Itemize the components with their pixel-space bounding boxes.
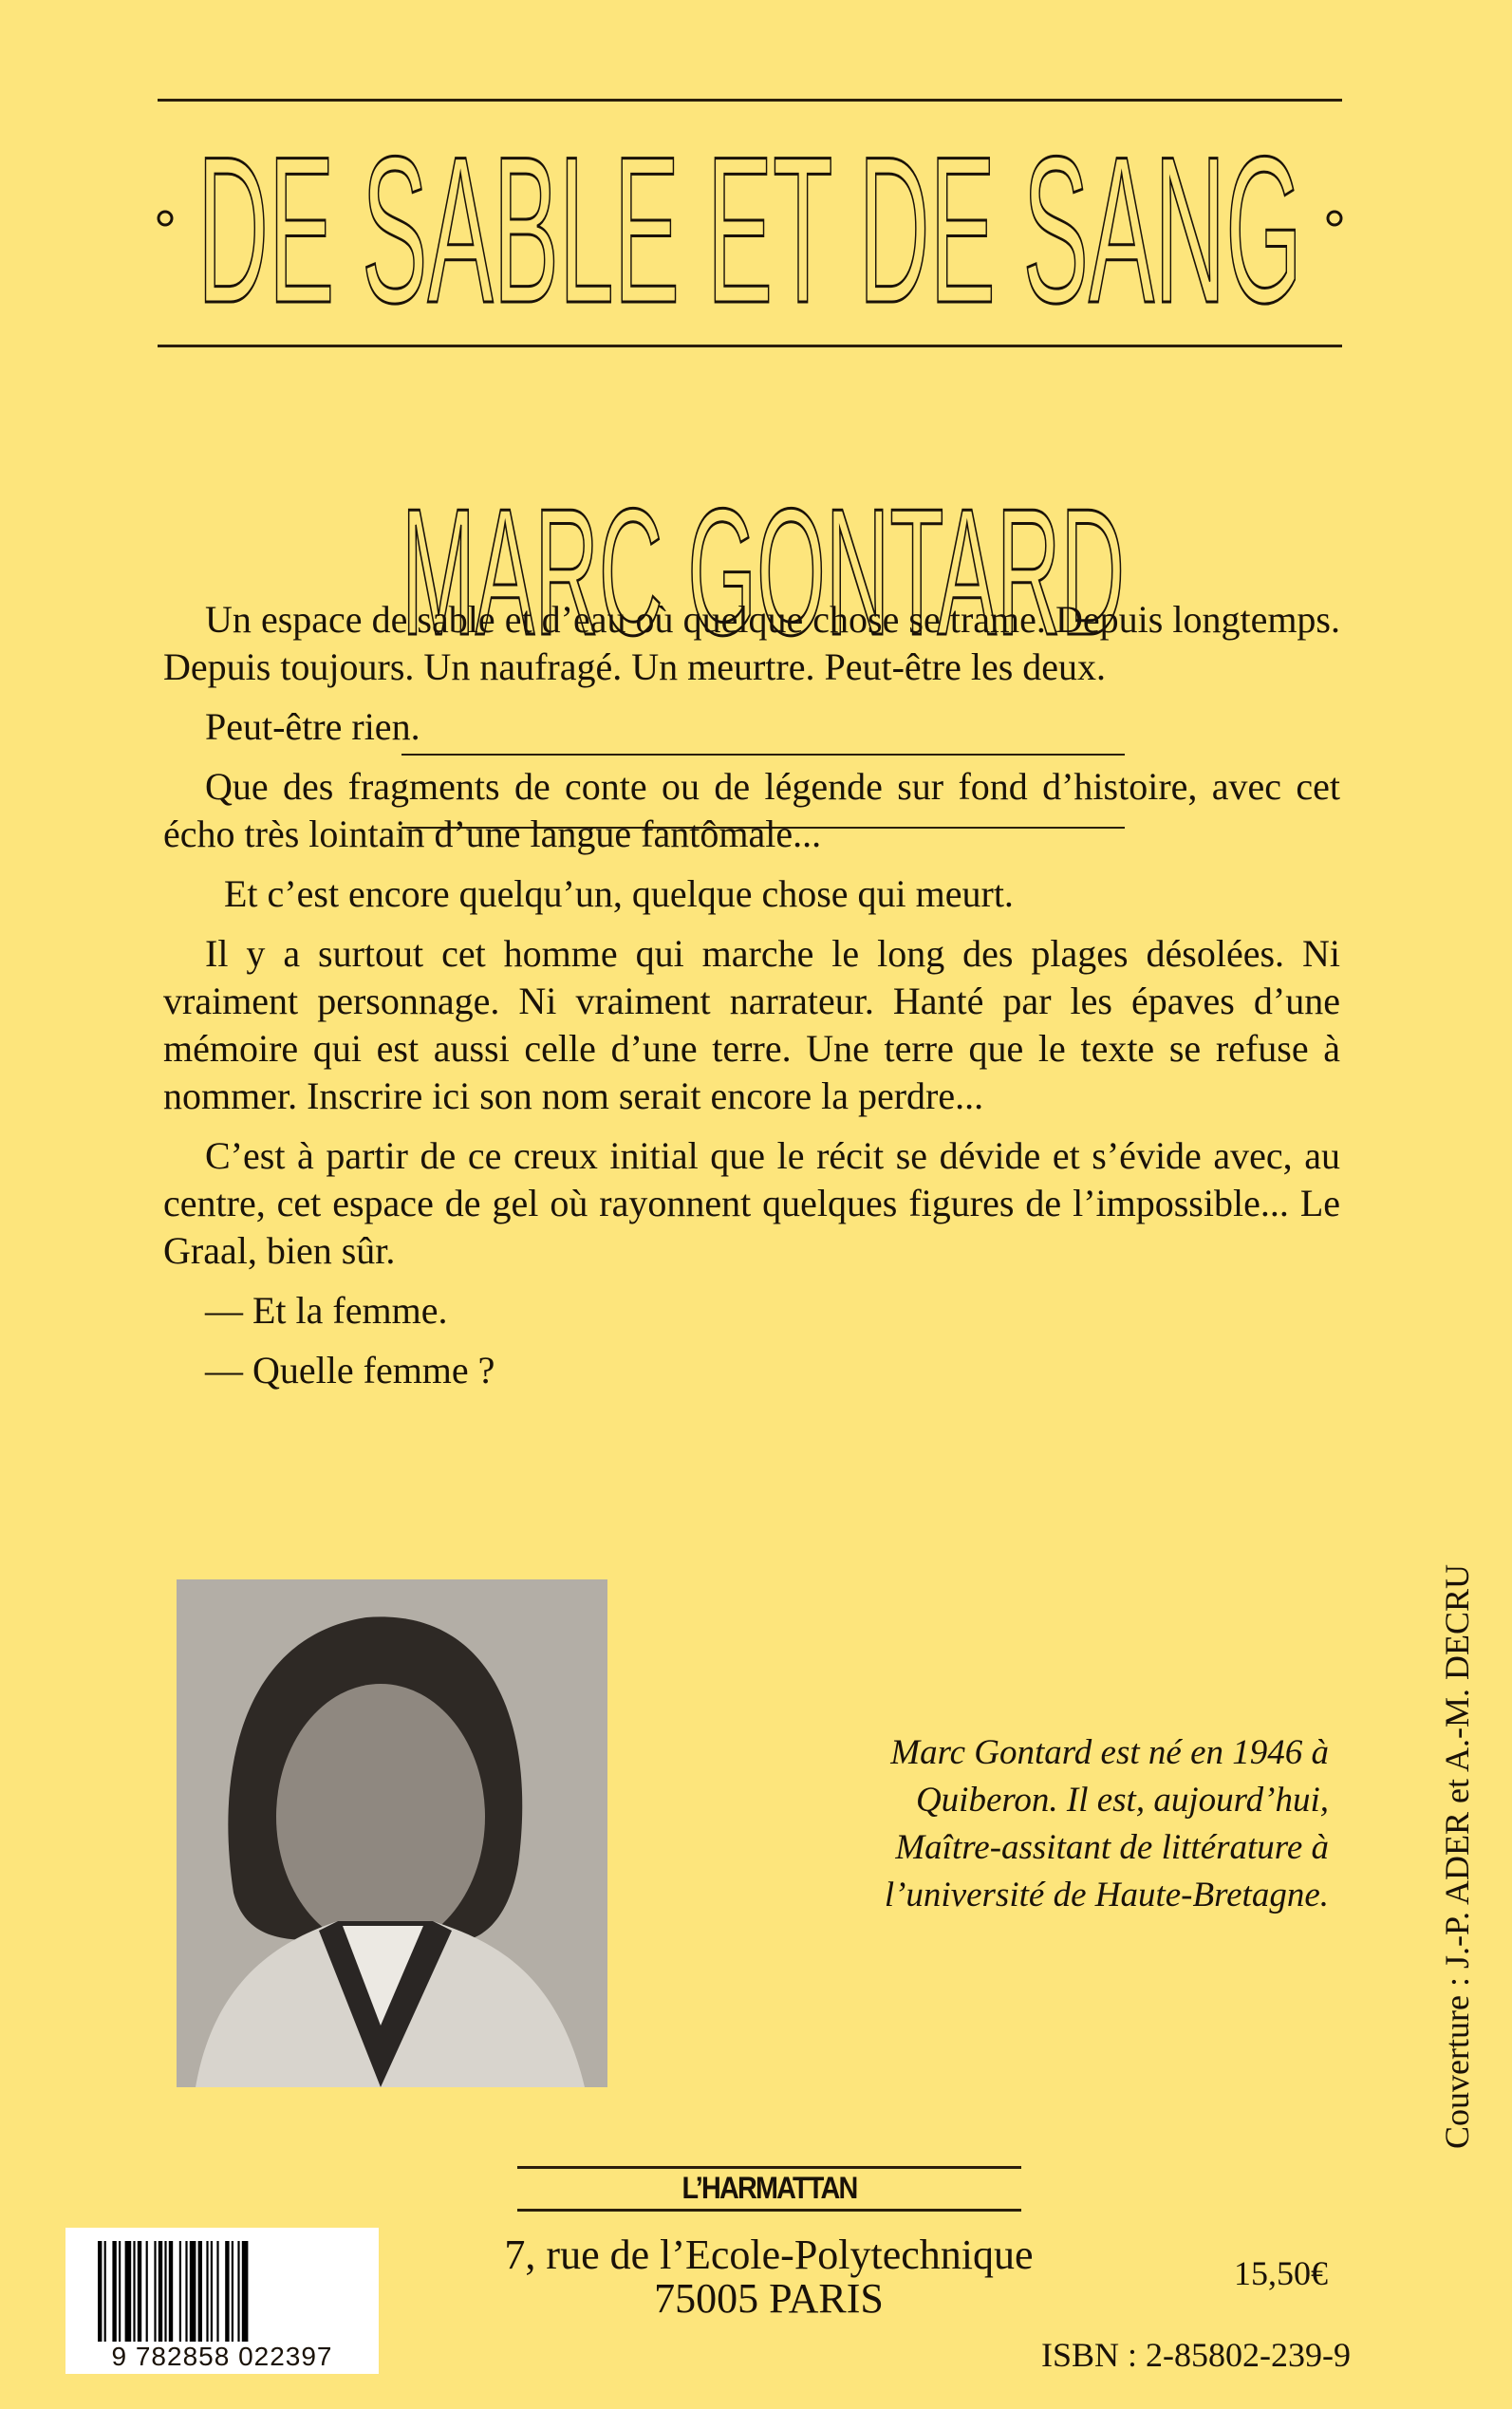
blurb-paragraph: Et c’est encore quelqu’un, quelque chose qui meurt. [224, 872, 1014, 915]
blurb-dialogue: — Et la femme. [205, 1289, 448, 1332]
publisher-address-line1: 7, rue de l’Ecole-Polytechnique [504, 2232, 1034, 2278]
publisher-address-line2: 75005 PARIS [654, 2275, 884, 2322]
title-rule-top [158, 99, 1342, 102]
blurb-paragraph: Peut-être rien. [205, 705, 420, 748]
blurb-paragraph: Un espace de sable et d’eau où quelque chose se trame. Depuis longtemps. Depuis toujours. Un naufragé. Un meurtre. Peut-être les deux. [163, 598, 1340, 688]
publisher-rule-bottom [517, 2209, 1021, 2212]
blurb-paragraph: Que des fragments de conte ou de légende sur fond d’histoire, avec cet écho très lointain d’une langue fantômale... [163, 765, 1340, 855]
cover-credit: Couverture : J.-P. ADER et A.-M. DECRU [1438, 1564, 1476, 2149]
publisher-logo: L’HARMATTAN [681, 2171, 857, 2205]
barcode [65, 2228, 379, 2374]
title-dot-right [1328, 212, 1341, 225]
price: 15,50€ [1234, 2254, 1328, 2292]
title-dot-left [159, 212, 172, 225]
title-rule-bottom [158, 345, 1342, 347]
blurb-dialogue: — Quelle femme ? [205, 1349, 495, 1391]
isbn: ISBN : 2-85802-239-9 [1041, 2336, 1351, 2374]
blurb-paragraph: C’est à partir de ce creux initial que le récit se dévide et s’évide avec, au centre, cet espace de gel où rayonnent quelques figures de l’impossible... Le Graal, bien sûr. [163, 1134, 1340, 1272]
blurb-paragraph: Il y a surtout cet homme qui marche le long des plages désolées. Ni vraiment personnage. Ni vraiment narrateur. Hanté par les épaves d’une mémoire qui est aussi celle d’une terre. Une terre que le texte se refuse à nommer. Inscrire ici son nom serait encore la perdre... [163, 932, 1340, 1117]
author-bio: Marc Gontard est né en 1946 à Quiberon. Il est, aujourd’hui, Maître-assitant de littérature à l’université de Haute-Bretagne. [884, 1733, 1329, 1914]
author-photo [177, 1579, 607, 2087]
blurb [163, 596, 1340, 1407]
book-title [152, 133, 1348, 323]
book-author-text: MARC GONTARD [401, 489, 1125, 641]
barcode-number: 9 782858 022397 [71, 2342, 373, 2372]
book-title-text: DE SABLE ET DE SANG [197, 133, 1302, 323]
publisher-rule-top [517, 2166, 1021, 2169]
